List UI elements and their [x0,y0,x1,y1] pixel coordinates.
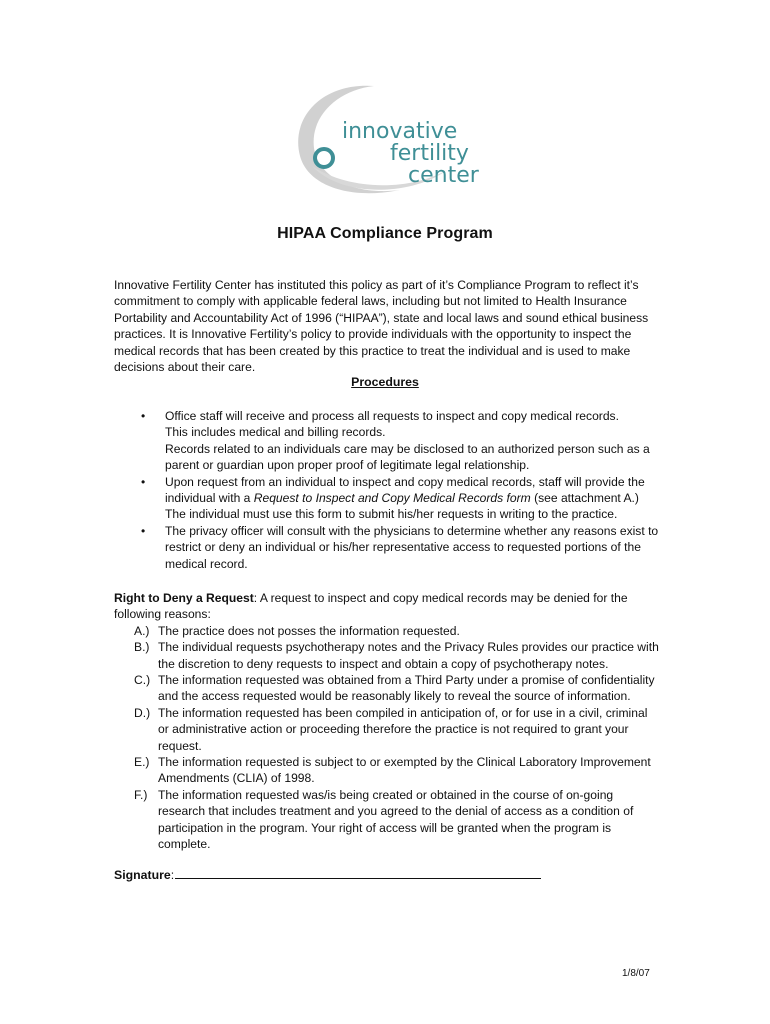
intro-paragraph: Innovative Fertility Center has instituted this policy as part of it’s Compliance Program to reflect it’s commitment to comply with applicable federal laws, including but not limited to Health Insurance Portability and Accountability Act of 1996 (“HIPAA”), state and local laws and sound ethical business practices. It is Innovative Fertility’s policy to provide individuals with the opportunity to inspect the medical records that has been created by this practice to treat the individual and is used to make decisions about their care. [114,278,649,375]
logo-mark [282,78,492,198]
signature-line[interactable] [175,866,541,879]
logo-text-line1: innovative [342,119,458,144]
list-item [114,623,659,639]
reason-text: The information requested was obtained from a Third Party under a promise of confidentiality and the access requested would be reasonably likely to reveal the source of information. [158,673,655,704]
reason-text: The information requested has been compiled in anticipation of, or for use in a civil, criminal or administrative action or proceeding therefore the practice is not required to grant your request. [158,705,648,753]
deny-text: : A request to inspect and copy medical records may be denied for the following reasons: [114,591,628,622]
signature-label: Signature [114,868,171,882]
bullet-text: Upon request from an individual to inspect and copy medical records, staff will provide the individual with a [165,474,645,506]
list-item [114,474,662,523]
reason-letter: F.) [134,787,148,802]
bullet-icon: • [141,474,146,489]
form-name: Request to Inspect and Copy Medical Records form [253,491,531,506]
page-title: HIPAA Compliance Program [277,225,493,242]
company-logo [282,78,492,198]
bullet-text: Office staff will receive and process all requests to inspect and copy medical records. [165,409,619,423]
bullet-text: The privacy officer will consult with the physicians to determine whether any reasons exist to restrict or deny an individual or his/her representative access to requested portions of the medical record. [165,523,659,571]
reason-letter: A.) [134,623,150,638]
logo-text-line2: fertility [390,141,469,166]
reason-letter: E.) [134,755,150,770]
list-item [114,639,659,672]
reasons-list [114,623,659,853]
reason-letter: D.) [134,705,151,720]
deny-lead [114,590,659,623]
right-to-deny-section [114,590,659,853]
reason-letter: C.) [134,673,151,688]
document-date: 1/8/07 [622,968,650,979]
signature-row [114,866,541,882]
list-item [114,408,662,474]
deny-label: Right to Deny a Request [114,591,254,605]
bullet-text: Records related to an individuals care may be disclosed to an authorized person such as a parent or guardian upon proper proof of legitimate legal relationship. [165,441,650,473]
procedures-heading: Procedures [351,375,419,389]
logo-text-line3: center [408,163,479,188]
bullet-icon: • [141,409,146,423]
list-item [114,754,659,787]
signature-colon: : [170,868,175,882]
reason-text: The individual requests psychotherapy notes and the Privacy Rules provides our practice with the discretion to deny requests to inspect and obtain a copy of psychotherapy notes. [158,640,659,671]
bullet-text: This includes medical and billing records. [165,425,386,440]
list-item [114,523,662,572]
list-item [114,787,659,853]
bullet-text: (see attachment A.) The individual must use this form to submit his/her requests in writing to the practice. [165,491,639,522]
reason-letter: B.) [134,640,150,655]
list-item [114,672,659,705]
reason-text: The practice does not posses the information requested. [158,623,460,638]
reason-text: The information requested is subject to or exempted by the Clinical Laboratory Improvement Amendments (CLIA) of 1998. [158,755,651,786]
reason-text: The information requested was/is being created or obtained in the course of on-going research that includes treatment and you agreed to the denial of access as a condition of participation in the program. Your right of access will be granted when the program is complete. [158,787,634,852]
bullet-icon: • [141,523,146,538]
list-item [114,705,659,754]
logo-ring [315,149,333,167]
procedures-list [114,408,662,572]
